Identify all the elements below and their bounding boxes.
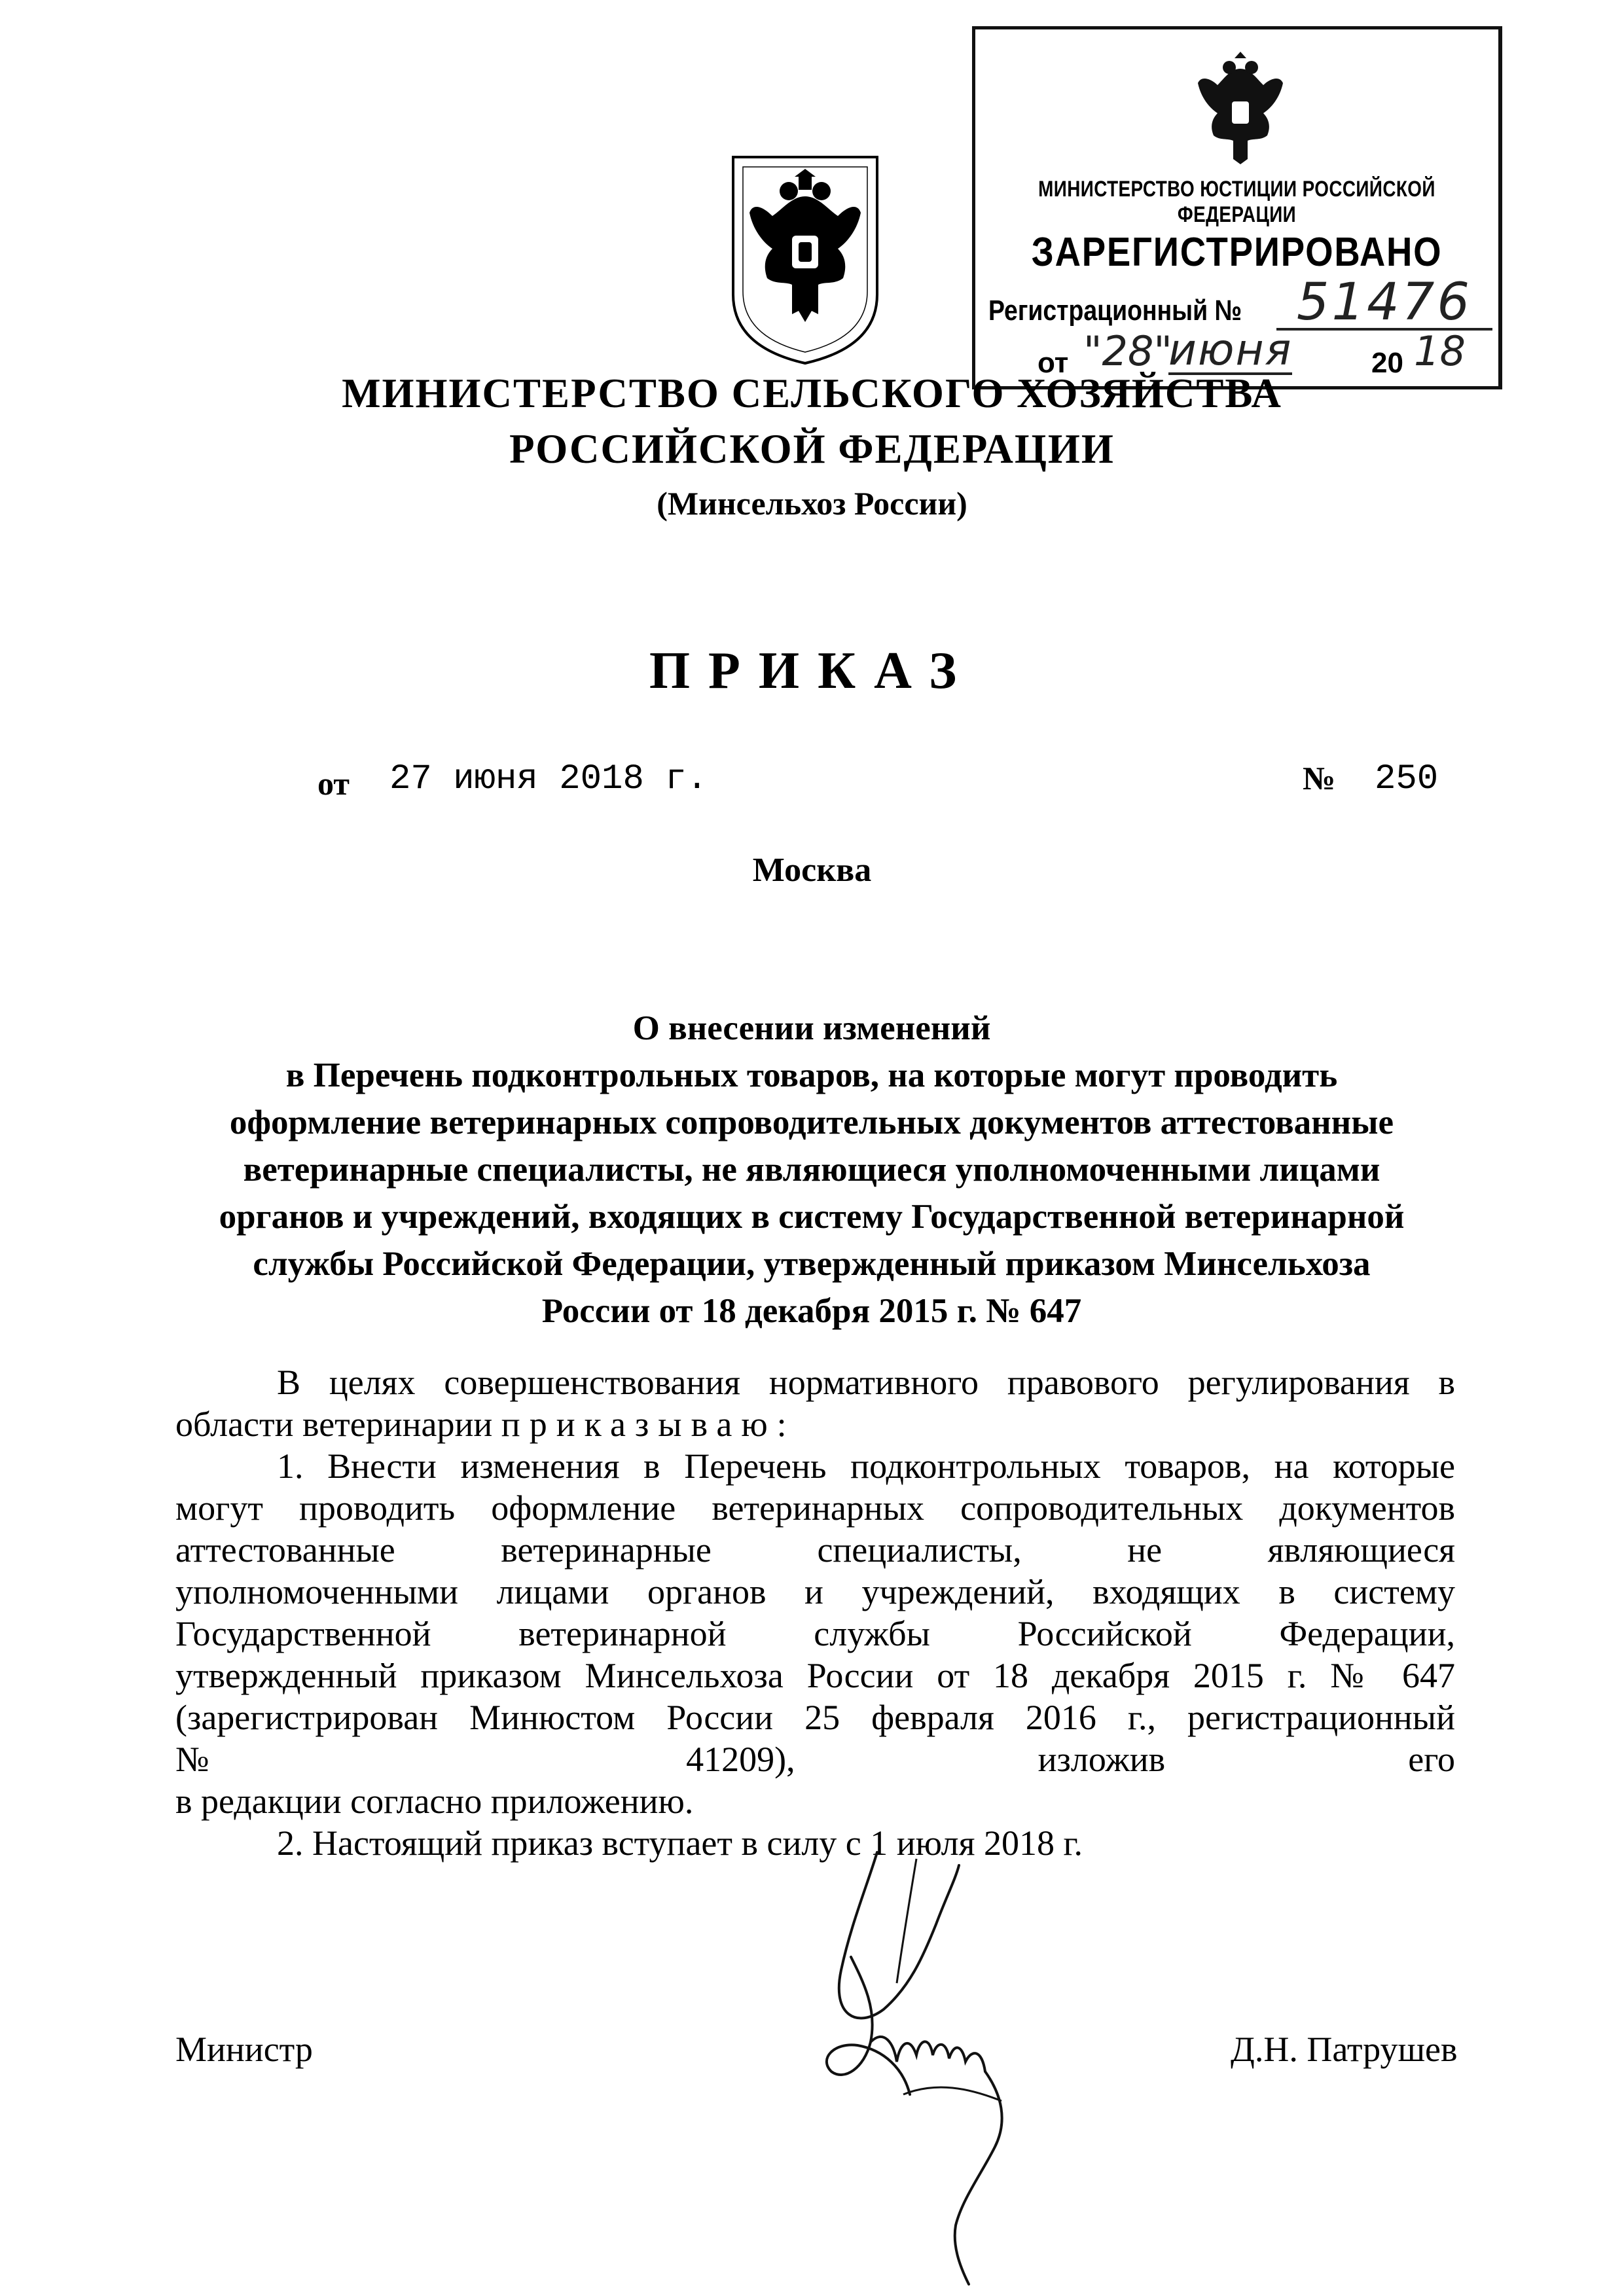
order-body: [175, 1361, 1455, 1864]
stamp-ministry-name: МИНИСТЕРСТВО ЮСТИЦИИ РОССИЙСКОЙ ФЕДЕРАЦИИ: [1038, 177, 1435, 227]
stamp-date-day: "28": [1083, 327, 1172, 375]
stamp-date-from-label: от: [1038, 347, 1069, 379]
item1-line: уполномоченными лицами органов и учреждений, входящих в систему: [175, 1572, 1455, 1611]
order-subject: [157, 1005, 1466, 1335]
subject-line: ветеринарные специалисты, не являющиеся уполномоченными лицами: [243, 1151, 1380, 1189]
stamp-registered-label: ЗАРЕГИСТРИРОВАНО: [1031, 230, 1443, 275]
item1-line: утвержденный приказом Минсельхоза России от 18 декабря 2015 г. № 647: [175, 1656, 1455, 1695]
item1-line: аттестованные ветеринарные специалисты, не являющиеся: [175, 1530, 1455, 1570]
stamp-registration-number-label: Регистрационный №: [988, 295, 1242, 327]
item1-line: Государственной ветеринарной службы Российской Федерации,: [175, 1614, 1455, 1653]
subject-line: органов и учреждений, входящих в систему Государственной ветеринарной: [219, 1198, 1405, 1236]
stamp-registration-number: 51476: [1276, 277, 1492, 331]
subject-line: О внесении изменений: [632, 1009, 991, 1047]
body-intro-line: В целях совершенствования нормативного правового регулирования в: [277, 1363, 1455, 1402]
signer-position: Министр: [175, 2030, 313, 2069]
body-order-word: приказываю:: [501, 1405, 796, 1444]
order-date-label: от: [317, 765, 350, 802]
document-title: ПРИКАЗ: [649, 642, 975, 700]
item2-line: 2. Настоящий приказ вступает в силу с 1 июля 2018 г.: [277, 1823, 1083, 1863]
item1-line: 1. Внести изменения в Перечень подконтрольных товаров, на которые: [277, 1446, 1455, 1486]
subject-line: России от 18 декабря 2015 г. № 647: [541, 1292, 1082, 1330]
registration-stamp: [972, 26, 1502, 389]
ministry-short-name: (Минсельхоз России): [657, 485, 967, 522]
body-intro-line: [175, 1403, 1455, 1445]
order-date: 27 июня 2018 г.: [389, 759, 708, 799]
ministry-name-line2: РОССИЙСКОЙ ФЕДЕРАЦИИ: [509, 426, 1115, 472]
coat-of-arms-emblem: [727, 151, 884, 367]
ministry-name-line1: МИНИСТЕРСТВО СЕЛЬСКОГО ХОЗЯЙСТВА: [342, 370, 1282, 416]
item1-line: № 41209), изложив его: [175, 1740, 1455, 1779]
order-number-label: №: [1303, 760, 1336, 797]
item1-last-line: в редакции согласно приложению.: [175, 1782, 694, 1821]
item1-line: могут проводить оформление ветеринарных сопроводительных документов: [175, 1488, 1455, 1528]
stamp-date-year-suffix: 18: [1414, 327, 1466, 375]
order-number: 250: [1375, 759, 1439, 799]
item1-line: (зарегистрирован Минюстом России 25 февраля 2016 г., регистрационный: [175, 1698, 1455, 1737]
stamp-date-year-prefix: 20: [1371, 347, 1403, 379]
stamp-eagle-icon: [1185, 49, 1296, 167]
subject-line: в Перечень подконтрольных товаров, на которые могут проводить: [285, 1056, 1338, 1094]
signer-name: Д.Н. Патрушев: [1231, 2030, 1458, 2069]
stamp-date-month: июня: [1168, 325, 1293, 375]
subject-line: оформление ветеринарных сопроводительных документов аттестованные: [229, 1103, 1394, 1141]
body-intro-text: области ветеринарии: [175, 1405, 501, 1444]
order-city: Москва: [752, 852, 872, 889]
subject-line: службы Российской Федерации, утвержденный приказом Минсельхоза: [253, 1245, 1371, 1283]
handwritten-signature-icon: [805, 1846, 1054, 2291]
